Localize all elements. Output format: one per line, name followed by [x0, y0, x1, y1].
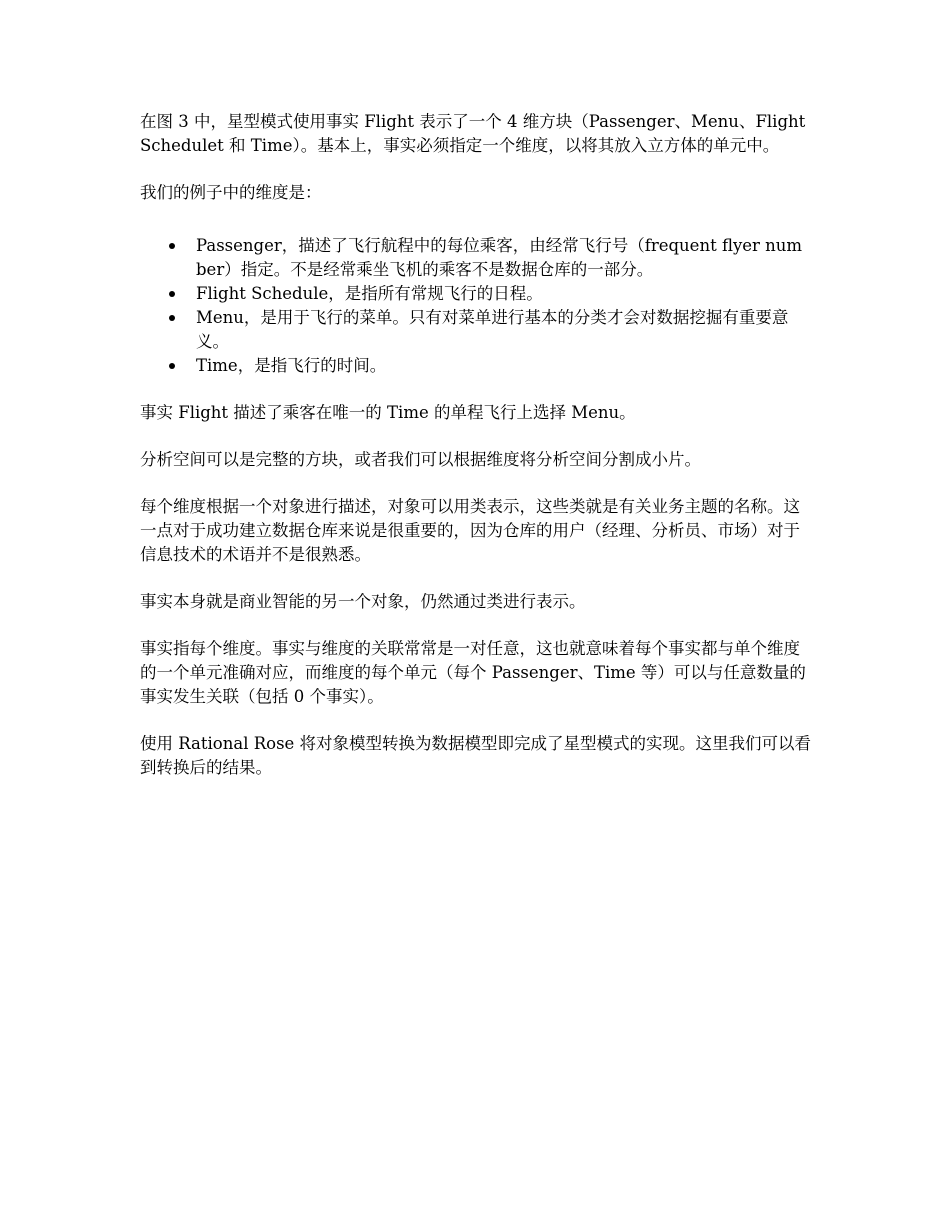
paragraph-fact-association: 事实指每个维度。事实与维度的关联常常是一对任意，这也就意味着每个事实都与单个维度的一个单元准确对应，而维度的每个单元（每个 Passenger、Time 等）可以与任意数量的事实发生关联（包括 0 个事实）。: [140, 639, 806, 706]
list-item-time: [140, 354, 812, 378]
paragraph-star-schema-intro: 在图 3 中，星型模式使用事实 Flight 表示了一个 4 维方块（Passenger、Menu、Flight Schedulet 和 Time）。基本上，事实必须指定一个维度，以将其放入立方体的单元中。: [140, 112, 806, 155]
bullet-icon: [169, 363, 175, 369]
list-item-passenger: [140, 234, 812, 282]
paragraph-dimensions-heading: 我们的例子中的维度是：: [140, 183, 322, 202]
list-item-text: Menu，是用于飞行的菜单。只有对菜单进行基本的分类才会对数据挖掘有重要意义。: [196, 308, 789, 351]
paragraph-fact-flight: 事实 Flight 描述了乘客在唯一的 Time 的单程飞行上选择 Menu。: [140, 403, 636, 422]
paragraph-analysis-space: 分析空间可以是完整的方块，或者我们可以根据维度将分析空间分割成小片。: [140, 450, 701, 469]
document-page: [140, 110, 812, 803]
list-item-flight-schedule: [140, 282, 812, 306]
list-item-text: Time，是指飞行的时间。: [196, 356, 387, 375]
list-item-text: Flight Schedule，是指所有常规飞行的日程。: [196, 284, 543, 303]
paragraph-fact-object: 事实本身就是商业智能的另一个对象，仍然通过类进行表示。: [140, 592, 586, 611]
bullet-icon: [169, 315, 175, 321]
bullet-icon: [169, 291, 175, 297]
dimension-list: [140, 234, 812, 378]
paragraph-rational-rose: 使用 Rational Rose 将对象模型转换为数据模型即完成了星型模式的实现。这里我们可以看到转换后的结果。: [140, 734, 812, 777]
list-item-text: Passenger，描述了飞行航程中的每位乘客，由经常飞行号（frequent flyer number）指定。不是经常乘坐飞机的乘客不是数据仓库的一部分。: [196, 236, 803, 279]
paragraph-dimension-objects: 每个维度根据一个对象进行描述，对象可以用类表示，这些类就是有关业务主题的名称。这一点对于成功建立数据仓库来说是很重要的，因为仓库的用户（经理、分析员、市场）对于信息技术的术语并不是很熟悉。: [140, 497, 800, 564]
list-item-menu: [140, 306, 812, 354]
bullet-icon: [169, 243, 175, 249]
